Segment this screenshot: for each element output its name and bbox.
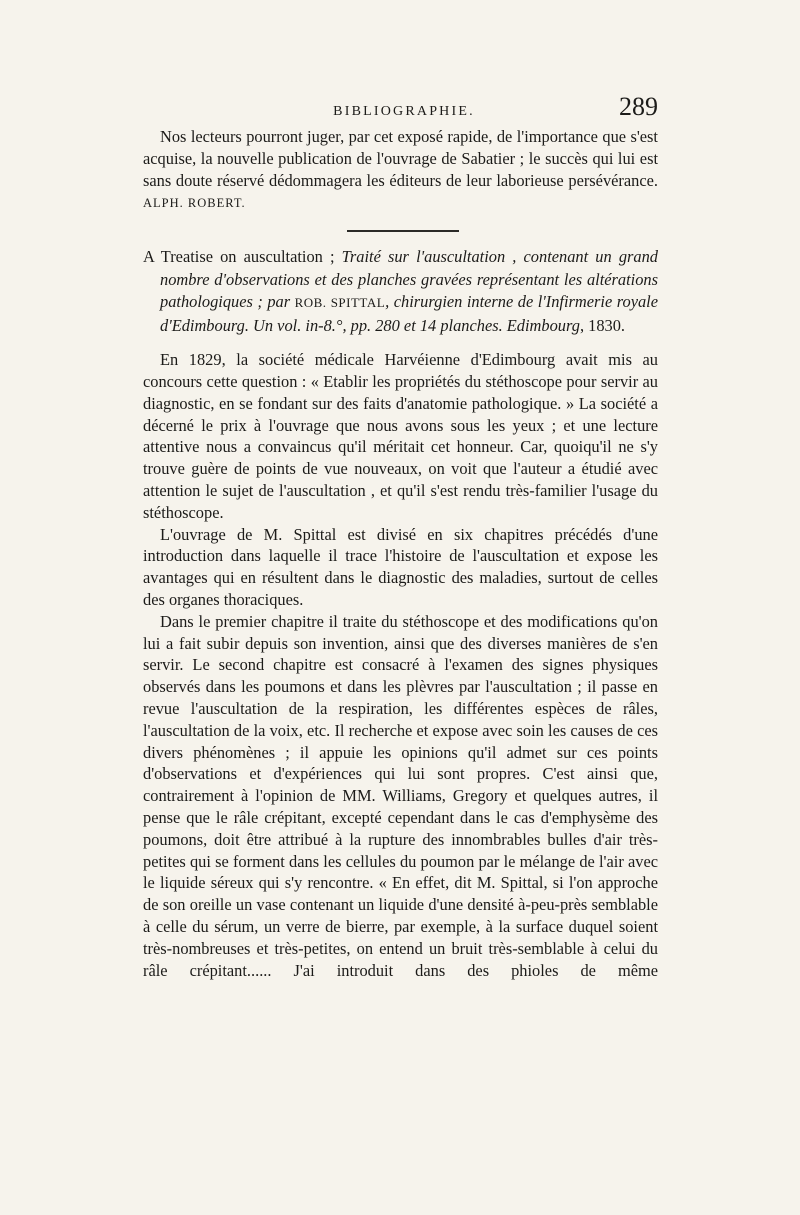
publication-details: , chirurgien interne de l'Infirmerie royale d'Edimbourg. Un vol. in-8.°, pp. 280 et 14 planches. Edimbourg bbox=[160, 292, 658, 335]
author-name: ROB. SPITTAL bbox=[294, 295, 386, 311]
paragraph-chapters: Dans le premier chapitre il traite du stéthoscope et des modifications qu'on lui a fait subir depuis son invention, ainsi que des diverses manières de s'en servir. Le second chapitre est consacré à l'examen des signes physiques observés dans les poumons et dans les plèvres par l'auscultation ; il passe en revue l'auscultation de la respiration, les différentes espèces de râles, l'auscultation de la voix, etc. Il recherche et expose avec soin les causes de ces divers phénomènes ; il appuie les opinions qu'il admet sur ces points d'observations et d'expériences qui lui sont propres. C'est ainsi que, contrairement à l'opinion de MM. Williams, Gregory et quelques autres, il pense que le râle crépitant, excepté cependant dans le cas d'emphysème des poumons, doit être attribué à la rupture des innombrables bulles d'air très-petites qui se forment dans les cellules du poumon par le mélange de l'air avec le liquide séreux qui s'y rencontre. « En effet, dit M. Spittal, si l'on approche de son oreille un vase contenant un liquide d'une densité à-peu-près semblable à celle du sérum, un verre de bierre, par exemple, à la surface duquel soient très-nombreuses et très-petites, on entend un bruit très-semblable à celui du râle crépitant...... J'ai introduit dans des phioles de même bbox=[143, 611, 658, 980]
publication-year: , 1830. bbox=[579, 315, 626, 335]
review-signature: ALPH. ROBERT. bbox=[143, 196, 246, 211]
page-number: 289 bbox=[619, 92, 658, 121]
intro-paragraph bbox=[143, 126, 658, 215]
english-title: A Treatise on auscultation ; bbox=[143, 247, 342, 267]
section-rule bbox=[347, 230, 459, 232]
page-text bbox=[143, 126, 658, 981]
page-header bbox=[150, 92, 658, 126]
intro-text: Nos lecteurs pourront juger, par cet exposé rapide, de l'importance que s'est acquise, la nouvelle publication de l'ouvrage de Sabatier ; le succès qui lui est sans doute réservé dédommagera les éditeurs de leur laborieuse persévérance. bbox=[143, 127, 658, 190]
running-head: BIBLIOGRAPHIE. bbox=[333, 104, 475, 119]
french-title: Traité sur l'auscultation , contenant un grand nombre d'observations et des planches gravées représentant les altérations pathologiques ; par bbox=[160, 247, 658, 312]
paragraph-structure: L'ouvrage de M. Spittal est divisé en six chapitres précédés d'une introduction dans laquelle il trace l'histoire de l'auscultation et expose les avantages qui en résultent dans le diagnostic des maladies, surtout de celles des organes thoraciques. bbox=[143, 524, 658, 609]
paragraph-contest: En 1829, la société médicale Harvéienne d'Edimbourg avait mis au concours cette question : « Etablir les propriétés du stéthoscope pour servir au diagnostic, en se fondant sur des faits d'anatomie pathologique. » La société a décerné le prix à l'ouvrage que nous avons sous les yeux ; et une lecture attentive nous a convaincus qu'il méritait cet honneur. Car, quoiqu'il ne s'y trouve guère de points de vue nouveaux, on voit que l'auteur a étudié avec attention le sujet de l'auscultation , et qu'il s'est rendu très-familier l'usage du stéthoscope. bbox=[143, 350, 658, 522]
review-heading bbox=[143, 246, 658, 337]
